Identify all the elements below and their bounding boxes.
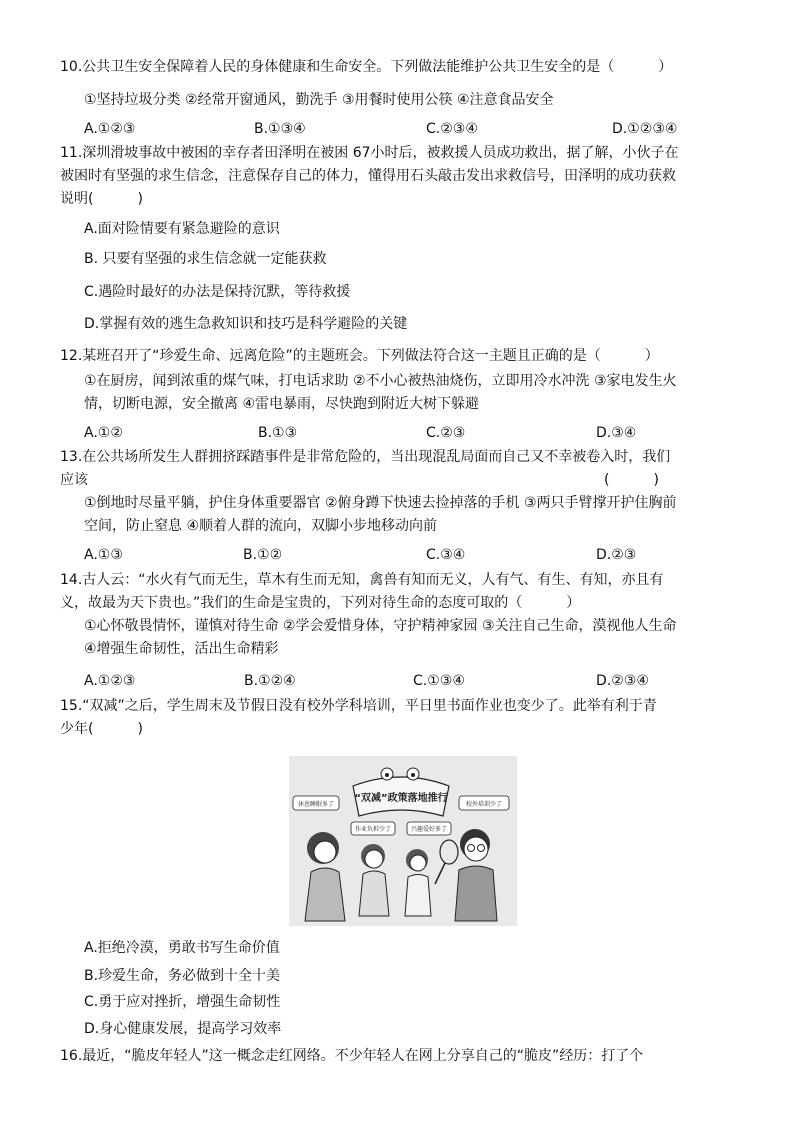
q14-items1: ①心怀敬畏情怀，谨慎对待生命 ②学会爱惜身体，守护精神家园 ③关注自己生命，漠视他人生命 (84, 618, 677, 634)
q15-option-c: C.勇于应对挫折，增强生命韧性 (84, 994, 281, 1010)
q16-line1: 16.最近，“脆皮年轻人”这一概念走红网络。不少年轻人在网上分享自己的“脆皮”经历：打了个 (60, 1048, 644, 1064)
q15-option-b: B.珍爱生命，务必做到十全十美 (84, 968, 281, 984)
q13-line2: 应该 (60, 472, 88, 488)
child1-face (365, 850, 383, 868)
child1-body (359, 871, 389, 916)
q12-items1: ①在厨房，闻到浓重的煤气味，打电话求助 ②不小心被热油烧伤，立即用冷水冲洗 ③家电发生火 (84, 373, 677, 389)
svg-text:作业负担少了: 作业负担少了 (354, 826, 392, 833)
q10-option-a: A.①②③ (84, 121, 136, 137)
q15-line1: 15.“双减”之后，学生周末及节假日没有校外学科培训，平日里书面作业也变少了。此举有利于青 (60, 698, 657, 714)
q12-option-a: A.①② (84, 425, 123, 441)
father-body (455, 866, 497, 921)
q15-line2: 少年( ) (60, 721, 143, 737)
q14-option-d: D.②③④ (596, 673, 649, 689)
q11-line2: 被困时有坚强的求生信念，注意保存自己的体力，懂得用石头敲击发出求救信号，田泽明的成功获救 (60, 168, 676, 184)
svg-text:休息睡眠多了: 休息睡眠多了 (297, 801, 335, 808)
q14-line2: 义，故最为天下贵也。”我们的生命是宝贵的，下列对待生命的态度可取的（ ） (60, 595, 581, 611)
q10-option-c: C.②③④ (426, 121, 478, 137)
q15-option-d: D.身心健康发展，提高学习效率 (84, 1021, 282, 1037)
mother-face (314, 841, 336, 863)
q11-option-c: C.遇险时最好的办法是保持沉默，等待救援 (84, 284, 351, 300)
svg-text:校外培训少了: 校外培训少了 (465, 801, 503, 808)
q15-option-a: A.拒绝冷漠，勇敢书写生命价值 (84, 940, 280, 956)
q13-option-a: A.①③ (84, 547, 123, 563)
mother-body (305, 868, 345, 921)
svg-text:兴趣爱好多了: 兴趣爱好多了 (410, 826, 448, 833)
q14-option-a: A.①②③ (84, 673, 136, 689)
q13-line1: 13.在公共场所发生人群拥挤踩踏事件是非常危险的，当出现混乱局面而自己又不幸被卷入时，我们 (60, 449, 671, 465)
double-reduction-cartoon (289, 756, 517, 926)
q13-option-c: C.③④ (426, 547, 466, 563)
q11-option-b: B. 只要有坚强的求生信念就一定能获救 (84, 251, 327, 267)
q10-option-b: B.①③④ (254, 121, 306, 137)
q13-answer-paren: ( ) (604, 472, 659, 488)
q11-option-a: A.面对险情要有紧急避险的意识 (84, 221, 280, 237)
q13-option-b: B.①② (243, 547, 283, 563)
q12-stem: 12.某班召开了“珍爱生命、远离危险”的主题班会。下列做法符合这一主题且正确的是（ ） (60, 348, 659, 364)
q13-option-d: D.②③ (596, 547, 637, 563)
child2-face (410, 855, 426, 871)
q13-items1: ①倒地时尽量平躺，护住身体重要器官 ②俯身蹲下快速去捡掉落的手机 ③两只手臂撑开护住胸前 (84, 495, 677, 511)
q14-option-c: C.①③④ (413, 673, 465, 689)
q11-line3: 说明( ) (60, 191, 143, 207)
q12-items2: 情，切断电源，安全撤离 ④雷电暴雨，尽快跑到附近大树下躲避 (84, 396, 479, 412)
q13-items2: 空间，防止窒息 ④顺着人群的流向，双脚小步地移动向前 (84, 518, 437, 534)
q11-option-d: D.掌握有效的逃生急救知识和技巧是科学避险的关键 (84, 316, 408, 332)
q12-option-d: D.③④ (596, 425, 637, 441)
q12-option-b: B.①③ (258, 425, 298, 441)
q14-line1: 14.古人云：“水火有气而无生，草木有生而无知，禽兽有知而无义，人有气、有生、有知，亦且有 (60, 572, 664, 588)
q10-items: ①坚持垃圾分类 ②经常开窗通风，勤洗手 ③用餐时使用公筷 ④注意食品安全 (84, 92, 554, 108)
q10-stem: 10.公共卫生安全保障着人民的身体健康和生命安全。下列做法能维护公共卫生安全的是（ ） (60, 59, 673, 75)
q11-line1: 11.深圳滑坡事故中被困的幸存者田泽明在被困 67小时后，被救援人员成功救出，据了解，小伙子在 (60, 145, 679, 161)
q14-option-b: B.①②④ (244, 673, 296, 689)
child2-body (405, 875, 431, 917)
q14-items2: ④增强生命韧性，活出生命精彩 (84, 641, 279, 657)
q12-option-c: C.②③ (426, 425, 466, 441)
banner-text: “双减”政策落地推行 (354, 793, 448, 804)
q10-option-d: D.①②③④ (612, 121, 678, 137)
